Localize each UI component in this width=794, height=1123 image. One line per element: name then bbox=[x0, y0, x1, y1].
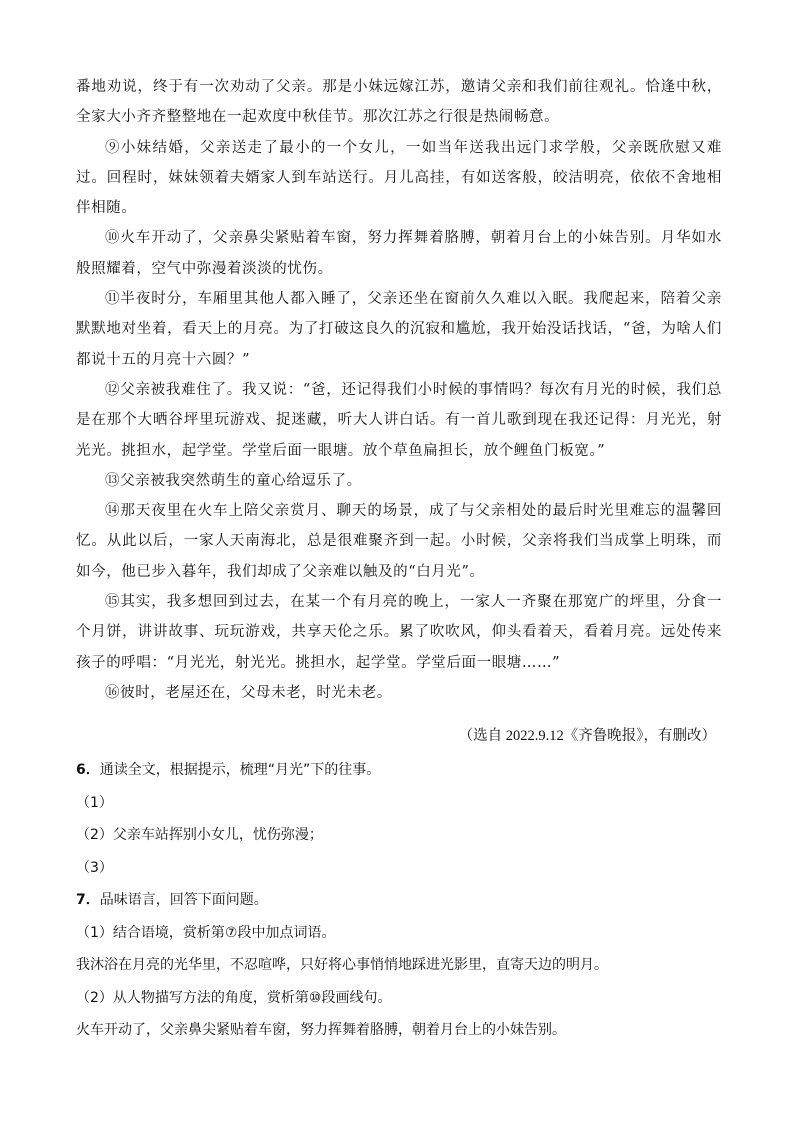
paragraph-15: ⑮其实，我多想回到过去，在某一个有月亮的晚上，一家人一齐聚在那宽广的坪里，分食一个月饼，讲讲故事、玩玩游戏，共享天伦之乐。累了吹吹风，仰头看着天，看着月亮。远处传来孩子的呼唱：“月光光，射光光。挑担水，起学堂。学堂后面一眼塘……” bbox=[76, 594, 722, 671]
paragraph-13: ⑬父亲被我突然萌生的童心给逗乐了。 bbox=[105, 472, 362, 489]
question-7-part-2-quote: 火车开动了，父亲鼻尖紧贴着车窗，努力挥舞着胳膊，朝着月台上的小妹告别。 bbox=[76, 1022, 566, 1038]
question-7 bbox=[76, 884, 726, 917]
paragraph-10: ⑩火车开动了，父亲鼻尖紧贴着车窗，努力挥舞着胳膊，朝着月台上的小妹告别。月华如水般照耀着，空气中弥漫着淡淡的忧伤。 bbox=[76, 230, 722, 277]
question-6-number: 6． bbox=[76, 762, 100, 778]
source-citation: （选自 2022.9.12《齐鲁晚报》，有删改） bbox=[458, 728, 716, 744]
paragraph-12: ⑫父亲被我难住了。我又说：“爸，还记得我们小时候的事情吗？每次有月光的时候，我们总是在那个大晒谷坪里玩游戏、捉迷藏，听大人讲白话。有一首儿歌到现在我还记得：月光光，射光光。挑担水，起学堂。学堂后面一眼塘。放个草鱼扁担长，放个鲤鱼门板宽。” bbox=[76, 381, 722, 459]
paragraph-14: ⑭那天夜里在火车上陪父亲赏月、聊天的场景，成了与父亲相处的最后时光里难忘的温馨回忆。从此以后，一家人天南海北，总是很难聚齐到一起。小时候，父亲将我们当成掌上明珠，而如今，他已步入暮年，我们却成了父亲难以触及的“白月光”。 bbox=[76, 503, 722, 580]
question-6-part-1: （1） bbox=[76, 794, 113, 811]
question-6 bbox=[76, 754, 726, 787]
question-7-number: 7． bbox=[76, 892, 100, 908]
question-7-part-1-quote: 我沐浴在月亮的光华里，不忍喧哗，只好将心事悄悄地踩进光影里，直寄天边的明月。 bbox=[76, 957, 608, 973]
paragraph-9: ⑨小妹结婚，父亲送走了最小的一个女儿，一如当年送我出远门求学般，父亲既欣慰又难过。回程时，妹妹领着夫婿家人到车站送行。月儿高挂，有如送客般，皎洁明亮，依依不舍地相伴相随。 bbox=[76, 139, 722, 217]
question-6-part-3: （3） bbox=[76, 859, 113, 876]
questions-section bbox=[76, 754, 726, 1047]
question-6-text: 通读全文，根据提示，梳理“月光”下的往事。 bbox=[99, 762, 381, 778]
paragraph-continuation: 番地劝说，终于有一次劝动了父亲。那是小妹远嫁江苏，邀请父亲和我们前往观礼。恰逢中秋，全家大小齐齐整整地在一起欢度中秋佳节。那次江苏之行很是热闹畅意。 bbox=[76, 79, 722, 126]
question-7-part-1: （1）结合语境，赏析第⑦段中加点词语。 bbox=[76, 924, 336, 941]
paragraph-11: ⑪半夜时分，车厢里其他人都入睡了，父亲还坐在窗前久久难以入眠。我爬起来，陪着父亲默默地对坐着，看天上的月亮。为了打破这良久的沉寂和尴尬，我开始没话找话，“爸，为啥人们都说十五的月亮十六圆？” bbox=[76, 291, 722, 368]
question-6-part-2: （2）父亲车站挥别小女儿，忧伤弥漫； bbox=[76, 827, 323, 843]
paragraph-16: ⑯彼时，老屋还在，父母未老，时光未老。 bbox=[105, 684, 392, 701]
essay-body bbox=[76, 72, 722, 708]
question-7-text: 品味语言，回答下面问题。 bbox=[99, 892, 268, 908]
question-7-part-2: （2）从人物描写方法的角度，赏析第⑩段画线句。 bbox=[76, 989, 392, 1006]
